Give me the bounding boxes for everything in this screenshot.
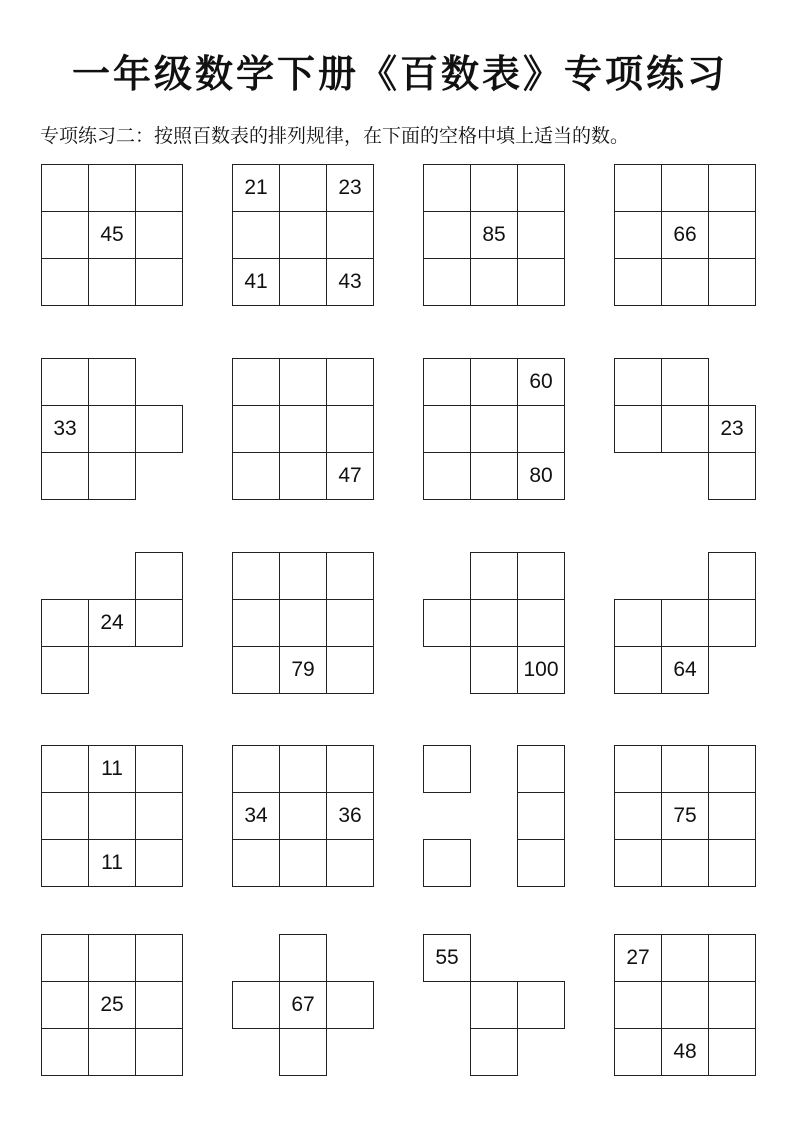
blank-cell[interactable] bbox=[423, 258, 471, 306]
blank-cell[interactable] bbox=[470, 258, 518, 306]
blank-cell[interactable] bbox=[614, 646, 662, 694]
blank-cell[interactable] bbox=[41, 599, 89, 647]
number-grid-puzzle bbox=[614, 745, 760, 891]
blank-cell[interactable] bbox=[708, 211, 756, 259]
number-grid-puzzle bbox=[232, 164, 378, 310]
number-grid-puzzle bbox=[41, 164, 187, 310]
given-number-cell: 23 bbox=[708, 405, 756, 453]
number-grid-puzzle bbox=[614, 552, 760, 698]
blank-cell[interactable] bbox=[614, 405, 662, 453]
blank-cell[interactable] bbox=[232, 981, 280, 1029]
blank-cell[interactable] bbox=[135, 792, 183, 840]
given-number-cell: 24 bbox=[88, 599, 136, 647]
blank-cell[interactable] bbox=[708, 1028, 756, 1076]
blank-cell[interactable] bbox=[232, 405, 280, 453]
blank-cell[interactable] bbox=[470, 981, 518, 1029]
blank-cell[interactable] bbox=[470, 599, 518, 647]
given-number-cell: 64 bbox=[661, 646, 709, 694]
blank-cell[interactable] bbox=[423, 745, 471, 793]
blank-cell[interactable] bbox=[708, 981, 756, 1029]
blank-cell[interactable] bbox=[135, 405, 183, 453]
blank-cell[interactable] bbox=[614, 211, 662, 259]
blank-cell[interactable] bbox=[135, 1028, 183, 1076]
blank-cell[interactable] bbox=[135, 839, 183, 887]
blank-cell[interactable] bbox=[41, 452, 89, 500]
blank-cell[interactable] bbox=[517, 981, 565, 1029]
given-number-cell: 27 bbox=[614, 934, 662, 982]
given-number-cell: 11 bbox=[88, 745, 136, 793]
blank-cell[interactable] bbox=[41, 981, 89, 1029]
blank-cell[interactable] bbox=[423, 599, 471, 647]
blank-cell[interactable] bbox=[708, 164, 756, 212]
blank-cell[interactable] bbox=[661, 839, 709, 887]
blank-cell[interactable] bbox=[708, 934, 756, 982]
blank-cell[interactable] bbox=[232, 358, 280, 406]
given-number-cell: 66 bbox=[661, 211, 709, 259]
blank-cell[interactable] bbox=[661, 934, 709, 982]
number-grid-puzzle bbox=[41, 552, 187, 698]
number-grid-puzzle bbox=[232, 552, 378, 698]
blank-cell[interactable] bbox=[661, 358, 709, 406]
blank-cell[interactable] bbox=[517, 164, 565, 212]
number-grid-puzzle bbox=[232, 934, 378, 1080]
blank-cell[interactable] bbox=[135, 745, 183, 793]
number-grid-puzzle bbox=[614, 358, 760, 504]
blank-cell[interactable] bbox=[470, 452, 518, 500]
blank-cell[interactable] bbox=[470, 552, 518, 600]
given-number-cell: 43 bbox=[326, 258, 374, 306]
blank-cell[interactable] bbox=[517, 839, 565, 887]
given-number-cell: 60 bbox=[517, 358, 565, 406]
blank-cell[interactable] bbox=[326, 211, 374, 259]
blank-cell[interactable] bbox=[41, 358, 89, 406]
blank-cell[interactable] bbox=[135, 552, 183, 600]
blank-cell[interactable] bbox=[135, 164, 183, 212]
blank-cell[interactable] bbox=[517, 599, 565, 647]
given-number-cell: 34 bbox=[232, 792, 280, 840]
blank-cell[interactable] bbox=[326, 599, 374, 647]
given-number-cell: 23 bbox=[326, 164, 374, 212]
number-grid-puzzle bbox=[41, 745, 187, 891]
blank-cell[interactable] bbox=[41, 839, 89, 887]
number-grid-puzzle bbox=[232, 358, 378, 504]
blank-cell[interactable] bbox=[135, 258, 183, 306]
given-number-cell: 67 bbox=[279, 981, 327, 1029]
given-number-cell: 80 bbox=[517, 452, 565, 500]
blank-cell[interactable] bbox=[517, 258, 565, 306]
blank-cell[interactable] bbox=[326, 745, 374, 793]
blank-cell[interactable] bbox=[232, 646, 280, 694]
blank-cell[interactable] bbox=[661, 981, 709, 1029]
blank-cell[interactable] bbox=[232, 839, 280, 887]
blank-cell[interactable] bbox=[661, 599, 709, 647]
blank-cell[interactable] bbox=[614, 599, 662, 647]
blank-cell[interactable] bbox=[517, 792, 565, 840]
given-number-cell: 45 bbox=[88, 211, 136, 259]
blank-cell[interactable] bbox=[41, 211, 89, 259]
number-grid-puzzle bbox=[41, 934, 187, 1080]
blank-cell[interactable] bbox=[661, 745, 709, 793]
blank-cell[interactable] bbox=[279, 745, 327, 793]
given-number-cell: 25 bbox=[88, 981, 136, 1029]
blank-cell[interactable] bbox=[279, 211, 327, 259]
blank-cell[interactable] bbox=[708, 745, 756, 793]
blank-cell[interactable] bbox=[279, 552, 327, 600]
blank-cell[interactable] bbox=[517, 745, 565, 793]
number-grid-puzzle bbox=[232, 745, 378, 891]
blank-cell[interactable] bbox=[88, 405, 136, 453]
number-grid-puzzle bbox=[423, 164, 569, 310]
given-number-cell: 55 bbox=[423, 934, 471, 982]
blank-cell[interactable] bbox=[232, 452, 280, 500]
blank-cell[interactable] bbox=[708, 599, 756, 647]
blank-cell[interactable] bbox=[326, 405, 374, 453]
given-number-cell: 41 bbox=[232, 258, 280, 306]
blank-cell[interactable] bbox=[41, 646, 89, 694]
blank-cell[interactable] bbox=[708, 839, 756, 887]
blank-cell[interactable] bbox=[517, 211, 565, 259]
blank-cell[interactable] bbox=[470, 164, 518, 212]
blank-cell[interactable] bbox=[326, 839, 374, 887]
blank-cell[interactable] bbox=[232, 211, 280, 259]
number-grid-puzzle bbox=[423, 552, 569, 698]
blank-cell[interactable] bbox=[614, 1028, 662, 1076]
blank-cell[interactable] bbox=[88, 1028, 136, 1076]
blank-cell[interactable] bbox=[614, 745, 662, 793]
blank-cell[interactable] bbox=[470, 405, 518, 453]
blank-cell[interactable] bbox=[279, 839, 327, 887]
number-grid-puzzle bbox=[423, 358, 569, 504]
blank-cell[interactable] bbox=[661, 258, 709, 306]
blank-cell[interactable] bbox=[326, 981, 374, 1029]
number-grid-puzzle bbox=[41, 358, 187, 504]
given-number-cell: 33 bbox=[41, 405, 89, 453]
blank-cell[interactable] bbox=[88, 934, 136, 982]
blank-cell[interactable] bbox=[88, 452, 136, 500]
exercise-instruction: 专项练习二：按照百数表的排列规律，在下面的空格中填上适当的数。 bbox=[40, 125, 630, 147]
blank-cell[interactable] bbox=[88, 792, 136, 840]
blank-cell[interactable] bbox=[423, 211, 471, 259]
blank-cell[interactable] bbox=[232, 745, 280, 793]
page-title: 一年级数学下册《百数表》专项练习 bbox=[71, 52, 728, 96]
blank-cell[interactable] bbox=[41, 258, 89, 306]
blank-cell[interactable] bbox=[232, 599, 280, 647]
blank-cell[interactable] bbox=[279, 792, 327, 840]
blank-cell[interactable] bbox=[423, 452, 471, 500]
given-number-cell: 36 bbox=[326, 792, 374, 840]
blank-cell[interactable] bbox=[661, 405, 709, 453]
blank-cell[interactable] bbox=[279, 405, 327, 453]
blank-cell[interactable] bbox=[614, 258, 662, 306]
given-number-cell: 11 bbox=[88, 839, 136, 887]
blank-cell[interactable] bbox=[517, 405, 565, 453]
blank-cell[interactable] bbox=[279, 358, 327, 406]
blank-cell[interactable] bbox=[614, 792, 662, 840]
blank-cell[interactable] bbox=[279, 1028, 327, 1076]
given-number-cell: 21 bbox=[232, 164, 280, 212]
blank-cell[interactable] bbox=[41, 745, 89, 793]
number-grid-puzzle bbox=[614, 164, 760, 310]
blank-cell[interactable] bbox=[423, 839, 471, 887]
blank-cell[interactable] bbox=[279, 258, 327, 306]
blank-cell[interactable] bbox=[423, 358, 471, 406]
given-number-cell: 100 bbox=[517, 646, 565, 694]
blank-cell[interactable] bbox=[41, 164, 89, 212]
blank-cell[interactable] bbox=[279, 452, 327, 500]
blank-cell[interactable] bbox=[614, 839, 662, 887]
blank-cell[interactable] bbox=[41, 1028, 89, 1076]
blank-cell[interactable] bbox=[88, 258, 136, 306]
blank-cell[interactable] bbox=[135, 934, 183, 982]
given-number-cell: 85 bbox=[470, 211, 518, 259]
blank-cell[interactable] bbox=[88, 164, 136, 212]
blank-cell[interactable] bbox=[135, 981, 183, 1029]
blank-cell[interactable] bbox=[708, 258, 756, 306]
blank-cell[interactable] bbox=[708, 552, 756, 600]
number-grid-puzzle bbox=[423, 934, 569, 1080]
blank-cell[interactable] bbox=[614, 981, 662, 1029]
blank-cell[interactable] bbox=[135, 599, 183, 647]
blank-cell[interactable] bbox=[279, 599, 327, 647]
blank-cell[interactable] bbox=[135, 211, 183, 259]
number-grid-puzzle bbox=[423, 745, 569, 891]
blank-cell[interactable] bbox=[470, 358, 518, 406]
blank-cell[interactable] bbox=[326, 358, 374, 406]
blank-cell[interactable] bbox=[279, 164, 327, 212]
blank-cell[interactable] bbox=[708, 792, 756, 840]
blank-cell[interactable] bbox=[326, 646, 374, 694]
blank-cell[interactable] bbox=[279, 934, 327, 982]
blank-cell[interactable] bbox=[423, 164, 471, 212]
given-number-cell: 47 bbox=[326, 452, 374, 500]
blank-cell[interactable] bbox=[614, 358, 662, 406]
blank-cell[interactable] bbox=[423, 405, 471, 453]
blank-cell[interactable] bbox=[88, 358, 136, 406]
number-grid-puzzle bbox=[614, 934, 760, 1080]
blank-cell[interactable] bbox=[41, 934, 89, 982]
blank-cell[interactable] bbox=[470, 1028, 518, 1076]
given-number-cell: 48 bbox=[661, 1028, 709, 1076]
blank-cell[interactable] bbox=[661, 164, 709, 212]
given-number-cell: 79 bbox=[279, 646, 327, 694]
blank-cell[interactable] bbox=[470, 646, 518, 694]
blank-cell[interactable] bbox=[614, 164, 662, 212]
blank-cell[interactable] bbox=[326, 552, 374, 600]
blank-cell[interactable] bbox=[517, 552, 565, 600]
blank-cell[interactable] bbox=[232, 552, 280, 600]
blank-cell[interactable] bbox=[708, 452, 756, 500]
given-number-cell: 75 bbox=[661, 792, 709, 840]
blank-cell[interactable] bbox=[41, 792, 89, 840]
